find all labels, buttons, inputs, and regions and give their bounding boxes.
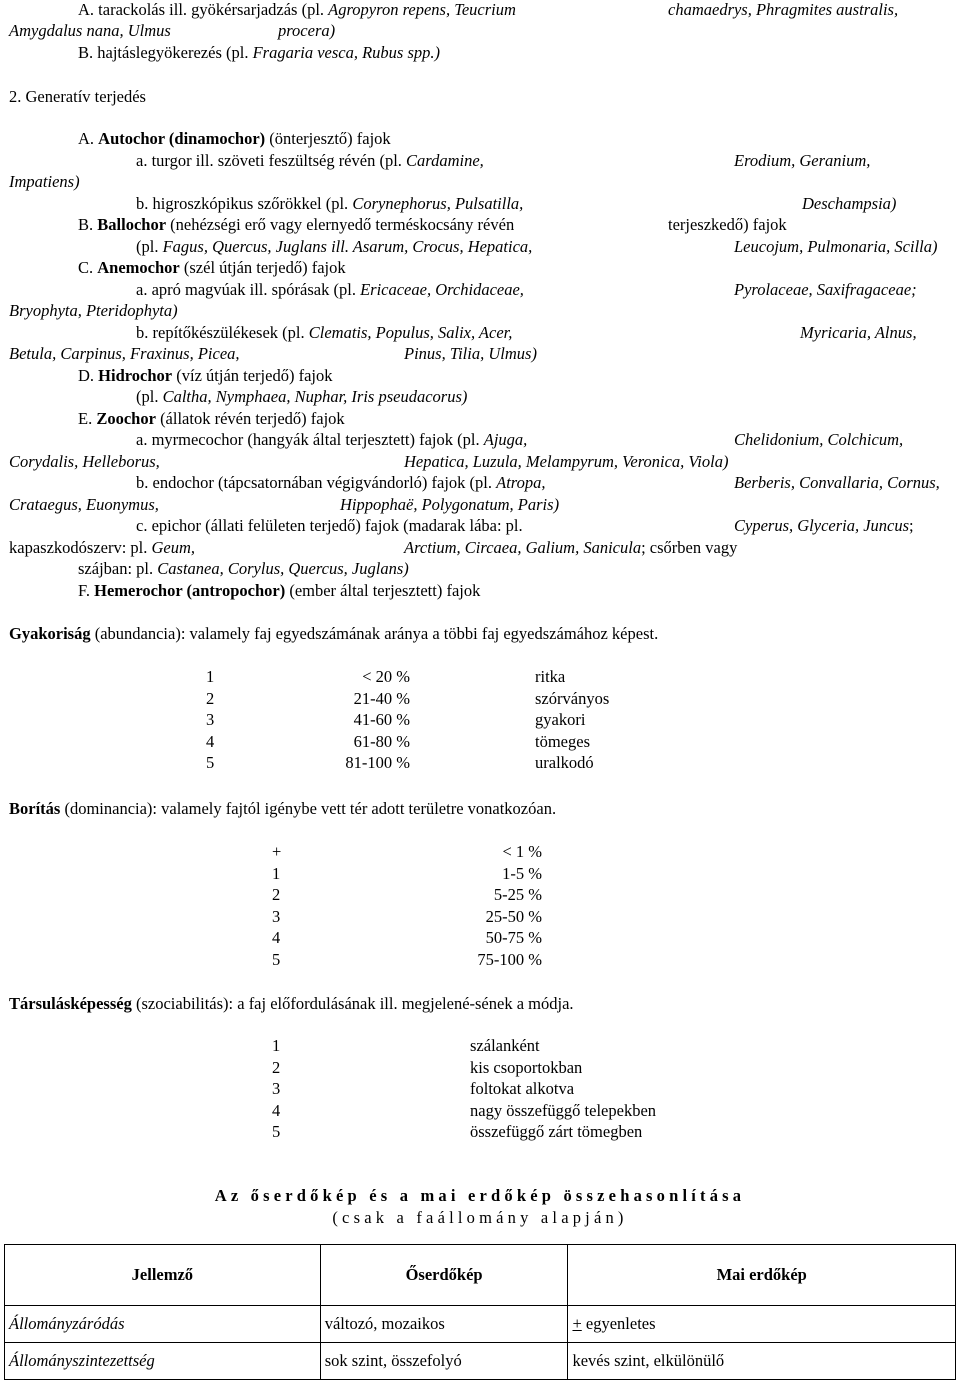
text-line: Deschampsia) [802, 194, 897, 213]
text-line: c. epichor (állati felületen terjedő) fajok (madarak lába: pl. [136, 516, 523, 535]
table-row: 1 1-5 % [272, 863, 542, 883]
table-row: 1 < 20 % ritka [206, 667, 566, 686]
table-row: 3 25-50 % [272, 906, 542, 926]
text-line: A. Autochor (dinamochor) (önterjesztő) fajok [78, 129, 391, 148]
text-line: Betula, Carpinus, Fraxinus, Picea, [9, 344, 240, 363]
text-line: Leucojum, Pulmonaria, Scilla) [734, 237, 938, 256]
text-line: Berberis, Convallaria, Cornus, [734, 473, 940, 492]
table-row: 4 61-80 % tömeges [206, 731, 590, 751]
text-line: A. tarackolás ill. gyökérsarjadzás (pl. Agropyron repens, Teucrium [78, 0, 516, 19]
column-header: Őserdőkép [320, 1245, 568, 1306]
table-cell: Állományszintezettség [5, 1343, 321, 1380]
text-line: C. Anemochor (szél útján terjedő) fajok [78, 258, 346, 277]
comparison-subtitle: (csak a faállomány alapján) [332, 1208, 628, 1227]
text-line: b. endochor (tápcsatornában végigvándorló) fajok (pl. Atropa, [136, 473, 546, 492]
column-header: Mai erdőkép [568, 1245, 956, 1306]
text-line: Pyrolaceae, Saxifragaceae; [734, 280, 917, 299]
text-line: Crataegus, Euonymus, [9, 495, 159, 514]
text-line: Cyperus, Glyceria, Juncus; [734, 516, 914, 535]
coverage-table [272, 844, 542, 974]
comparison-table [4, 1244, 956, 1380]
sociability-table [272, 1038, 692, 1146]
table-row: 1 szálanként [272, 1036, 540, 1055]
table-row: 5 75-100 % [272, 949, 542, 969]
text-line: E. Zoochor (állatok révén terjedő) fajok [78, 409, 345, 428]
text-line: szájban: pl. Castanea, Corylus, Quercus, Juglans) [78, 559, 409, 578]
text-line: terjeszkedő) fajok [668, 215, 787, 234]
table-row: + < 1 % [272, 842, 542, 861]
table-header-row [5, 1245, 956, 1306]
text-line: B. hajtáslegyökerezés (pl. Fragaria vesca, Rubus spp.) [78, 43, 441, 62]
table-row: 4 nagy összefüggő telepekben [272, 1100, 657, 1120]
table-cell: sok szint, összefolyó [320, 1343, 568, 1380]
comparison-title: Az őserdőkép és a mai erdőkép összehasonlítása [214, 1186, 746, 1205]
text-line: b. repítőkészülékesek (pl. Clematis, Populus, Salix, Acer, [136, 323, 513, 342]
abundance-definition: Gyakoriság (abundancia): valamely faj egyedszámának aránya a többi faj egyedszámához képest. [9, 624, 659, 643]
table-row: 4 50-75 % [272, 928, 542, 948]
text-line: b. higroszkópikus szőrökkel (pl. Corynephorus, Pulsatilla, [136, 194, 524, 213]
column-header: Jellemző [5, 1245, 321, 1306]
text-line: (pl. Fagus, Quercus, Juglans ill. Asarum, Crocus, Hepatica, [136, 237, 533, 256]
text-line: Corydalis, Helleborus, [9, 452, 160, 471]
table-cell: kevés szint, elkülönülő [568, 1343, 956, 1380]
text-line: Hippophaë, Polygonatum, Paris) [340, 495, 560, 514]
text-line: Erodium, Geranium, [734, 151, 871, 170]
table-row: 2 kis csoportokban [272, 1057, 583, 1077]
text-line: a. myrmecochor (hangyák által terjesztett) fajok (pl. Ajuga, [136, 430, 528, 449]
table-row: 5 81-100 % uralkodó [206, 753, 594, 773]
table-row [5, 1306, 956, 1343]
text-line: Pinus, Tilia, Ulmus) [404, 344, 537, 363]
coverage-definition: Borítás (dominancia): valamely fajtól igénybe vett tér adott területre vonatkozóan. [9, 799, 557, 818]
text-line: F. Hemerochor (antropochor) (ember által terjesztett) fajok [78, 581, 481, 600]
table-row: 3 foltokat alkotva [272, 1079, 575, 1099]
text-line: Impatiens) [9, 172, 80, 191]
table-cell: Állományzáródás [5, 1306, 321, 1343]
table-row [5, 1343, 956, 1380]
text-line: a. apró magvúak ill. spórásak (pl. Ericaceae, Orchidaceae, [136, 280, 524, 299]
text-line: Arctium, Circaea, Galium, Sanicula; csőrben vagy [404, 538, 738, 557]
table-row: 2 5-25 % [272, 885, 542, 905]
text-line: Hepatica, Luzula, Melampyrum, Veronica, Viola) [404, 452, 729, 471]
text-line: procera) [278, 21, 336, 40]
text-line: Chelidonium, Colchicum, [734, 430, 904, 449]
table-cell: változó, mozaikos [320, 1306, 568, 1343]
text-line: (pl. Caltha, Nymphaea, Nuphar, Iris pseudacorus) [136, 387, 468, 406]
text-line: a. turgor ill. szöveti feszültség révén (pl. Cardamine, [136, 151, 484, 170]
text-line: D. Hidrochor (víz útján terjedő) fajok [78, 366, 333, 385]
text-line: Amygdalus nana, Ulmus [9, 21, 171, 40]
section-heading: 2. Generatív terjedés [9, 87, 146, 106]
table-row: 5 összefüggő zárt tömegben [272, 1122, 643, 1142]
text-line: Bryophyta, Pteridophyta) [9, 301, 178, 320]
table-row: 2 21-40 % szórványos [206, 688, 610, 708]
abundance-table [206, 669, 626, 777]
table-row: 3 41-60 % gyakori [206, 710, 586, 730]
text-line: kapaszkodószerv: pl. Geum, [9, 538, 196, 557]
text-line: chamaedrys, Phragmites australis, [668, 0, 899, 19]
text-line: Myricaria, Alnus, [800, 323, 917, 342]
text-line: B. Ballochor (nehézségi erő vagy elernyedő terméskocsány révén [78, 215, 515, 234]
sociability-definition: Társulásképesség (szociabilitás): a faj előfordulásának ill. megjelené-sének a módja. [9, 994, 574, 1013]
table-cell: + egyenletes [568, 1306, 956, 1343]
